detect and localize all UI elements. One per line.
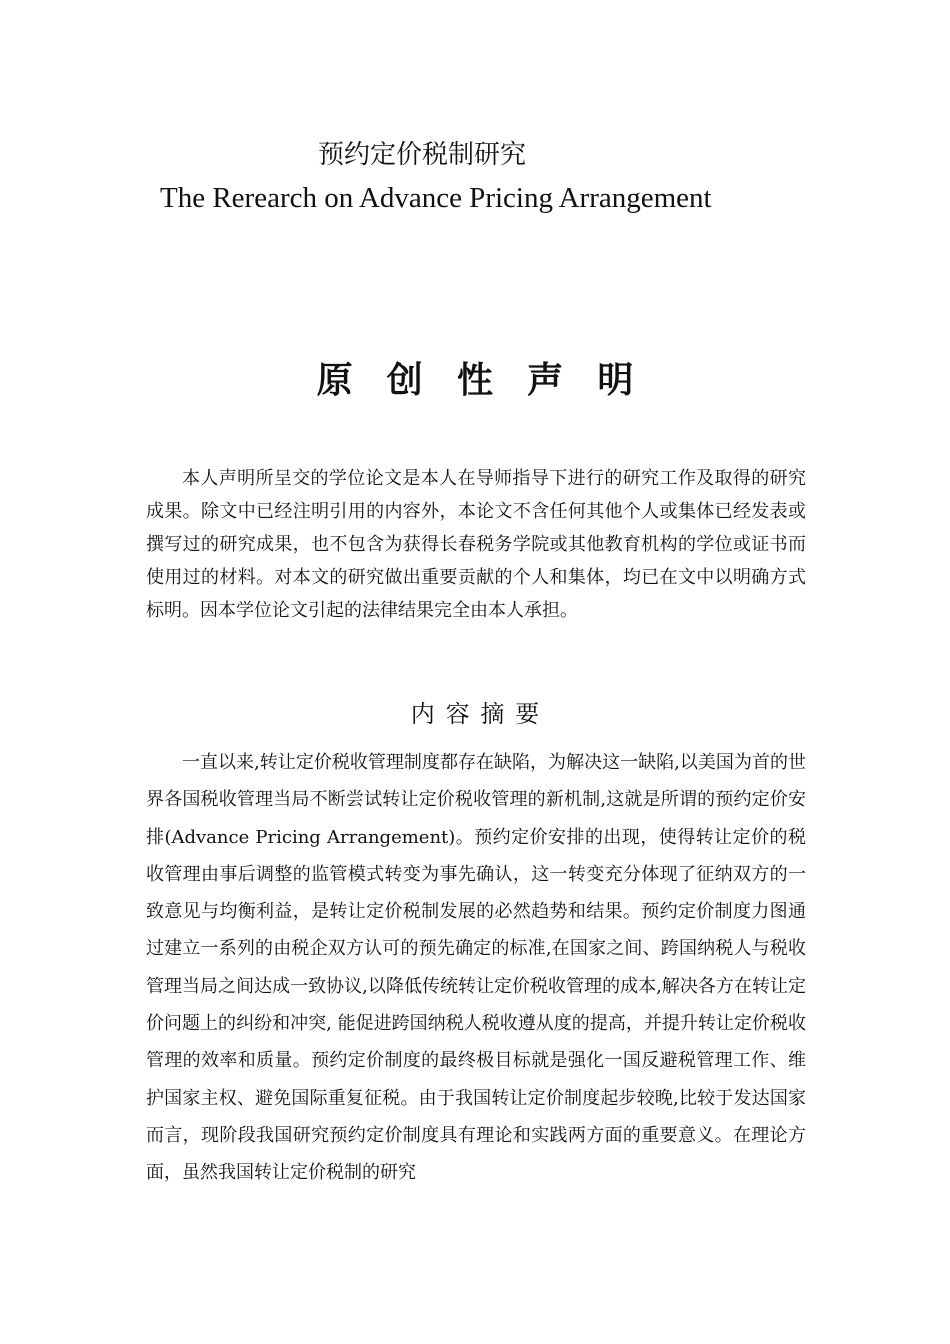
declaration-body: 本人声明所呈交的学位论文是本人在导师指导下进行的研究工作及取得的研究成果。除文中已经注明引用的内容外，本论文不含任何其他个人或集体已经发表或撰写过的研究成果，也不包含为获得长春税务学院或其他教育机构的学位或证书而使用过的材料。对本文的研究做出重要贡献的个人和集体，均已在文中以明确方式标明。因本学位论文引起的法律结果完全由本人承担。 — [146, 468, 806, 621]
thesis-title-english: The Rerearch on Advance Pricing Arrangement — [160, 182, 712, 214]
abstract-heading: 内容摘要 — [410, 700, 550, 728]
thesis-title-chinese: 预约定价税制研究 — [318, 140, 527, 170]
declaration-heading: 原创性声明 — [316, 359, 668, 401]
abstract-body: 一直以来,转让定价税收管理制度都存在缺陷，为解决这一缺陷,以美国为首的世界各国税收管理当局不断尝试转让定价税收管理的新机制,这就是所谓的预约定价安排(Advance Pricing Arrangement)。预约定价安排的出现，使得转让定价的税收管理由事后调整的监管模式转变为事先确认，这一转变充分体现了征纳双方的一致意见与均衡利益，是转让定价税制发展的必然趋势和结果。预约定价制度力图通过建立一系列的由税企双方认可的预先确定的标准,在国家之间、跨国纳税人与税收管理当局之间达成一致协议,以降低传统转让定价税收管理的成本,解决各方在转让定价问题上的纠纷和冲突, 能促进跨国纳税人税收遵从度的提高，并提升转让定价税收管理的效率和质量。预约定价制度的最终极目标就是强化一国反避税管理工作、维护国家主权、避免国际重复征税。由于我国转让定价制度起步较晚,比较于发达国家而言，现阶段我国研究预约定价制度具有理论和实践两方面的重要意义。在理论方面，虽然我国转让定价税制的研究 — [146, 752, 806, 1184]
